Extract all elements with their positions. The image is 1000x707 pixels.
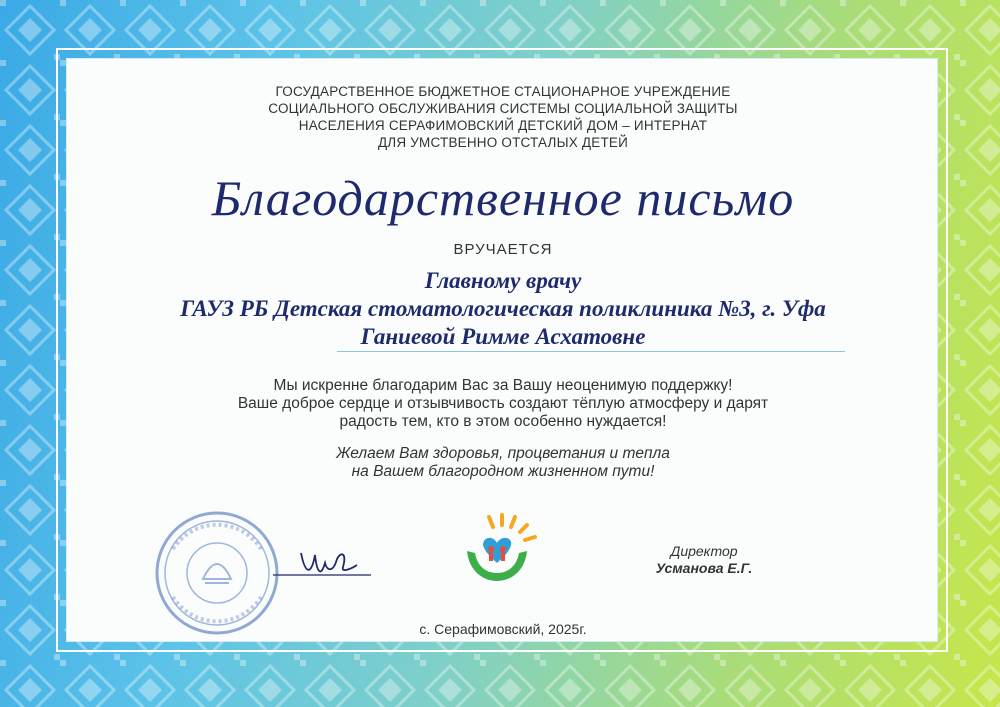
thanks-text xyxy=(67,377,939,431)
org-line: ГОСУДАРСТВЕННОЕ БЮДЖЕТНОЕ СТАЦИОНАРНОЕ УЧРЕЖДЕНИЕ xyxy=(275,84,731,99)
org-line: ДЛЯ УМСТВЕННО ОТСТАЛЫХ ДЕТЕЙ xyxy=(377,135,629,150)
director-block xyxy=(629,543,779,577)
org-line: СОЦИАЛЬНОГО ОБСЛУЖИВАНИЯ СИСТЕМЫ СОЦИАЛЬНОЙ ЗАЩИТЫ xyxy=(268,101,738,116)
place-date: с. Серафимовский, 2025г. xyxy=(419,621,587,637)
signature-icon xyxy=(271,543,381,583)
thanks-line: радость тем, кто в этом особенно нуждается! xyxy=(339,413,667,430)
organization-header xyxy=(67,83,939,151)
awarded-label: ВРУЧАЕТСЯ xyxy=(453,241,553,258)
recipient-line: Ганиевой Римме Асхатовне xyxy=(360,324,646,349)
certificate-body xyxy=(66,58,938,642)
director-name: Усманова Е.Г. xyxy=(655,560,753,576)
divider xyxy=(337,351,845,352)
org-line: НАСЕЛЕНИЯ СЕРАФИМОВСКИЙ ДЕТСКИЙ ДОМ – ИНТЕРНАТ xyxy=(298,118,708,133)
wishes-text xyxy=(67,445,939,481)
director-position: Директор xyxy=(670,543,738,559)
certificate-title: Благодарственное письмо xyxy=(211,170,795,226)
wishes-line: Желаем Вам здоровья, процветания и тепла xyxy=(336,445,670,462)
thanks-line: Мы искренне благодарим Вас за Вашу неоценимую поддержку! xyxy=(273,377,733,394)
official-seal-icon xyxy=(153,509,281,637)
recipient-line: Главному врачу xyxy=(424,268,582,293)
recipient-block xyxy=(67,267,939,351)
thanks-line: Ваше доброе сердце и отзывчивость создают тёплую атмосферу и дарят xyxy=(237,395,769,412)
recipient-line: ГАУЗ РБ Детская стоматологическая поликлиника №3, г. Уфа xyxy=(180,296,826,321)
family-hands-sun-logo-icon xyxy=(457,511,547,587)
wishes-line: на Вашем благородном жизненном пути! xyxy=(351,463,655,480)
